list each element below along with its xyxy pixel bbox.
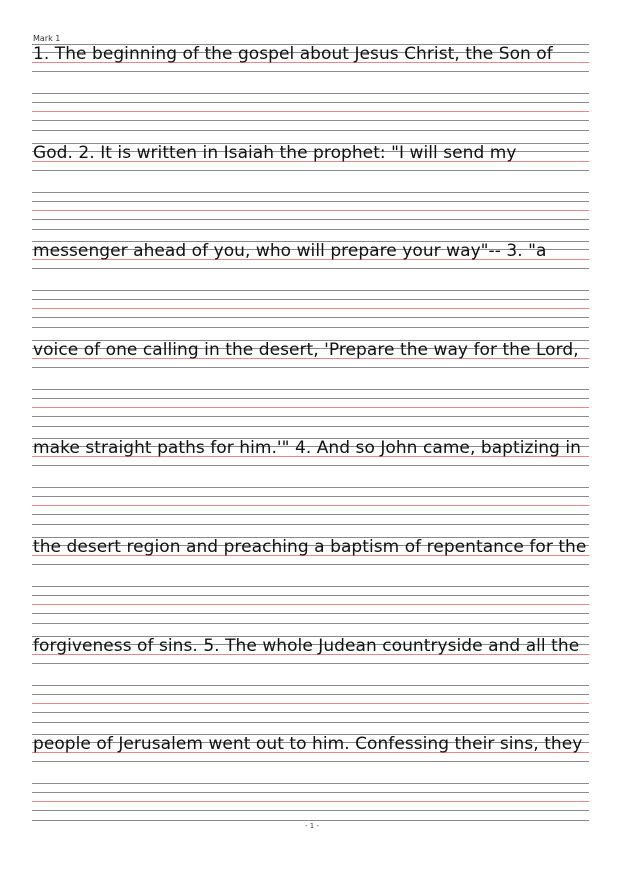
guide-line-gray [32, 201, 589, 202]
writing-block [32, 340, 589, 432]
guide-line-gray [32, 102, 589, 103]
guide-line-red [32, 308, 589, 309]
writing-block [32, 44, 589, 136]
page-number: - 1 - [305, 822, 319, 830]
guide-line-gray [32, 317, 589, 318]
verse-text-line: make straight paths for him.'" 4. And so John came, baptizing in [33, 438, 581, 459]
guide-line-gray [32, 389, 589, 390]
writing-block [32, 636, 589, 728]
guide-line-red [32, 604, 589, 605]
guide-line-gray [32, 120, 589, 121]
guide-line-gray [32, 586, 589, 587]
guide-line-gray [32, 783, 589, 784]
guide-line-red [32, 801, 589, 802]
guide-line-gray [32, 130, 589, 131]
guide-line-gray [32, 71, 589, 72]
guide-line-gray [32, 426, 589, 427]
guide-line-gray [32, 327, 589, 328]
guide-line-gray [32, 398, 589, 399]
guide-line-gray [32, 229, 589, 230]
writing-block [32, 143, 589, 235]
guide-line-gray [32, 595, 589, 596]
verse-text-line: people of Jerusalem went out to him. Confessing their sins, they [33, 734, 583, 755]
guide-line-gray [32, 416, 589, 417]
guide-line-gray [32, 290, 589, 291]
guide-line-gray [32, 623, 589, 624]
verse-text-line: forgiveness of sins. 5. The whole Judean countryside and all the [33, 635, 580, 656]
writing-block [32, 537, 589, 629]
guide-line-gray [32, 299, 589, 300]
guide-line-red [32, 111, 589, 112]
verse-text-line: God. 2. It is written in Isaiah the prophet: "I will send my [33, 142, 517, 163]
writing-block [32, 734, 589, 826]
guide-line-red [32, 210, 589, 211]
guide-line-gray [32, 465, 589, 466]
verse-text-line: the desert region and preaching a baptism of repentance for the [33, 537, 587, 557]
guide-line-gray [32, 192, 589, 193]
guide-line-gray [32, 219, 589, 220]
guide-line-gray [32, 487, 589, 488]
guide-line-gray [32, 496, 589, 497]
guide-line-red [32, 505, 589, 506]
guide-line-gray [32, 663, 589, 664]
guide-line-gray [32, 810, 589, 811]
guide-line-gray [32, 367, 589, 368]
verse-text-line: voice of one calling in the desert, 'Prepare the way for the Lord, [33, 339, 579, 360]
verse-text-line: 1. The beginning of the gospel about Jesus Christ, the Son of [33, 44, 553, 64]
guide-line-gray [32, 761, 589, 762]
guide-line-gray [32, 93, 589, 94]
writing-block [32, 241, 589, 333]
guide-line-gray [32, 170, 589, 171]
guide-line-gray [32, 613, 589, 614]
guide-line-gray [32, 685, 589, 686]
guide-line-gray [32, 694, 589, 695]
guide-line-gray [32, 712, 589, 713]
guide-line-gray [32, 792, 589, 793]
guide-line-red [32, 407, 589, 408]
guide-line-gray [32, 524, 589, 525]
writing-block [32, 438, 589, 530]
guide-line-red [32, 703, 589, 704]
guide-line-gray [32, 722, 589, 723]
guide-line-gray [32, 564, 589, 565]
guide-line-gray [32, 268, 589, 269]
verse-text-line: messenger ahead of you, who will prepare your way"-- 3. "a [33, 241, 547, 262]
page-header: Mark 1 [33, 34, 61, 43]
guide-line-gray [32, 514, 589, 515]
